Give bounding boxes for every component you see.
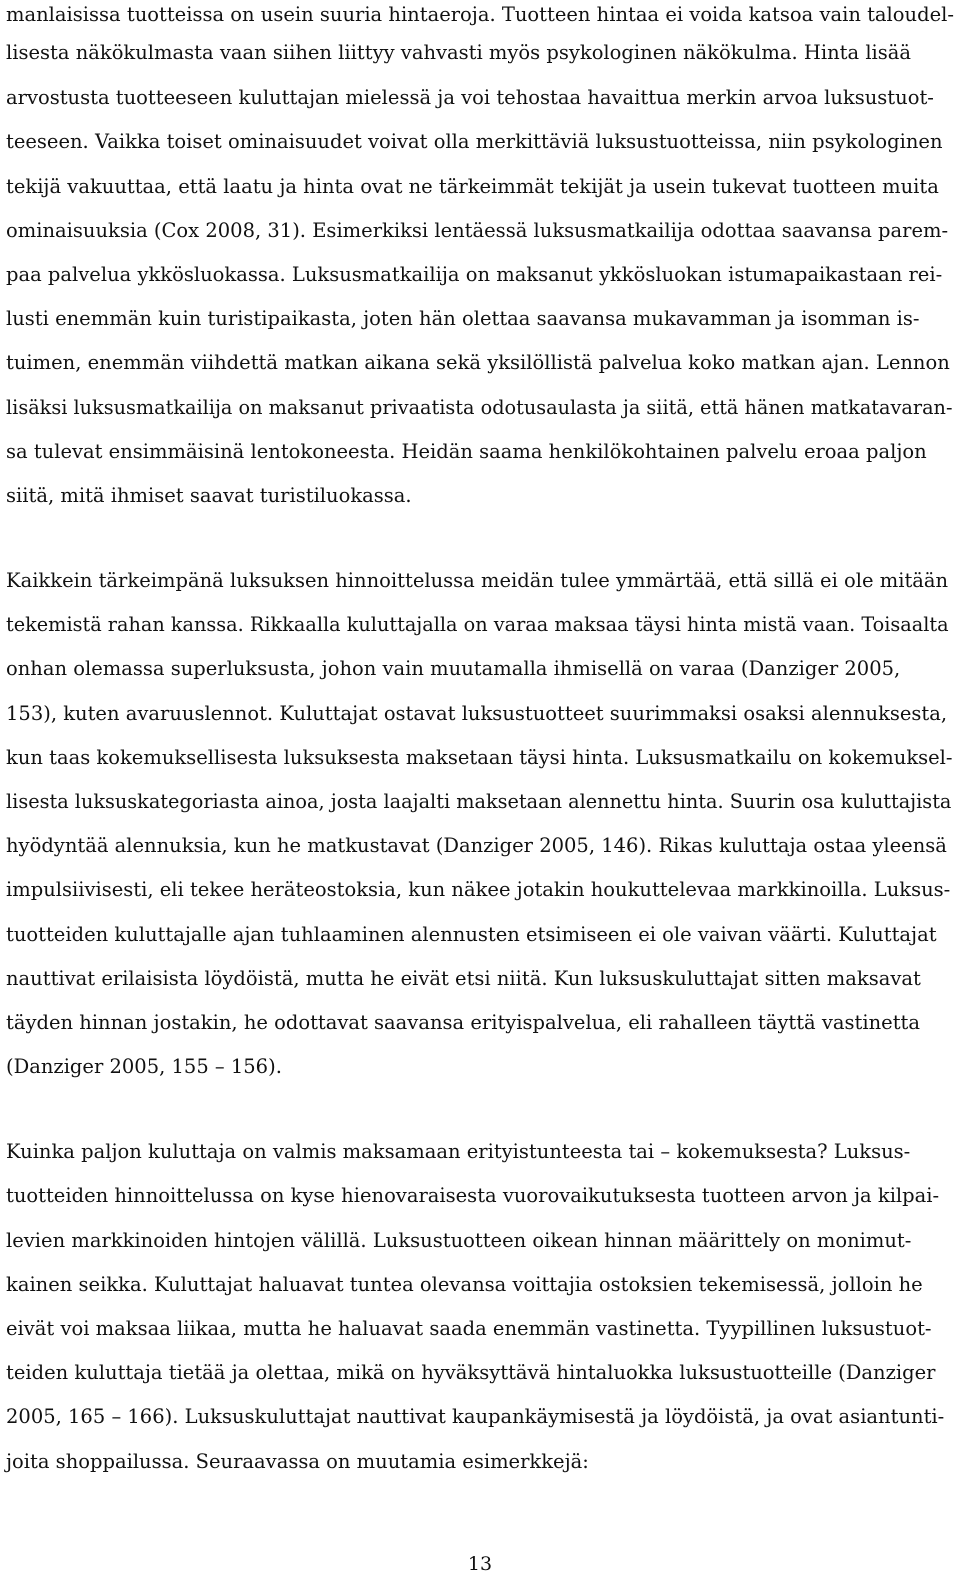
paragraph-line: 153), kuten avaruuslennot. Kuluttajat ostavat luksustuotteet suurimmaksi osaksi alennuksesta,	[6, 702, 948, 725]
paragraph-line: lusti enemmän kuin turistipaikasta, joten hän olettaa saavansa mukavamman ja isomman is-	[6, 307, 920, 330]
paragraph-line: hyödyntää alennuksia, kun he matkustavat (Danziger 2005, 146). Rikas kuluttaja ostaa yleensä	[6, 834, 947, 857]
paragraph-line: teeseen. Vaikka toiset ominaisuudet voivat olla merkittäviä luksustuotteissa, niin psykologinen	[6, 130, 943, 153]
paragraph-line: 2005, 165 – 166). Luksuskuluttajat nauttivat kaupankäymisestä ja löydöistä, ja ovat asiantunti-	[6, 1405, 945, 1428]
paragraph-line: tekijä vakuuttaa, että laatu ja hinta ovat ne tärkeimmät tekijät ja usein tukevat tuotteen muita	[6, 175, 939, 198]
paragraph-line: paa palvelua ykkösluokassa. Luksusmatkailija on maksanut ykkösluokan istumapaikastaan rei-	[6, 263, 943, 286]
paragraph-line: siitä, mitä ihmiset saavat turistiluokassa.	[6, 484, 412, 507]
paragraph-line: levien markkinoiden hintojen välillä. Luksustuotteen oikean hinnan määrittely on monimut-	[6, 1229, 912, 1252]
paragraph-line: Kuinka paljon kuluttaja on valmis maksamaan erityistunteesta tai – kokemuksesta? Luksus-	[6, 1140, 911, 1163]
paragraph-line: tuotteiden kuluttajalle ajan tuhlaaminen alennusten etsimiseen ei ole vaivan väärti. Kuluttajat	[6, 923, 937, 946]
page-number: 13	[467, 1553, 493, 1575]
paragraph-line: (Danziger 2005, 155 – 156).	[6, 1055, 282, 1078]
paragraph-line: sa tulevat ensimmäisinä lentokoneesta. Heidän saama henkilökohtainen palvelu eroaa paljon	[6, 440, 927, 463]
paragraph-line: kun taas kokemuksellisesta luksuksesta maksetaan täysi hinta. Luksusmatkailu on kokemuksel-	[6, 746, 953, 769]
paragraph-line: tuimen, enemmän viihdettä matkan aikana sekä yksilöllistä palvelua koko matkan ajan. Lennon	[6, 351, 950, 374]
paragraph-line: ominaisuuksia (Cox 2008, 31). Esimerkiksi lentäessä luksusmatkailija odottaa saavansa parem-	[6, 219, 949, 242]
paragraph-line: joita shoppailussa. Seuraavassa on muutamia esimerkkejä:	[6, 1450, 589, 1473]
paragraph-line: eivät voi maksaa liikaa, mutta he haluavat saada enemmän vastinetta. Tyypillinen luksustuot-	[6, 1317, 932, 1340]
paragraph-line: lisesta luksuskategoriasta ainoa, josta laajalti maksetaan alennettu hinta. Suurin osa kuluttajista	[6, 790, 952, 813]
paragraph-line: tekemistä rahan kanssa. Rikkaalla kuluttajalla on varaa maksaa täysi hinta mistä vaan. Toisaalta	[6, 613, 949, 636]
paragraph-line: kainen seikka. Kuluttajat haluavat tuntea olevansa voittajia ostoksien tekemisessä, jolloin he	[6, 1273, 923, 1296]
paragraph-line: onhan olemassa superluksusta, johon vain muutamalla ihmisellä on varaa (Danziger 2005,	[6, 657, 901, 680]
paragraph-line: manlaisissa tuotteissa on usein suuria hintaeroja. Tuotteen hintaa ei voida katsoa vain taloudel-	[6, 3, 954, 26]
paragraph-line: täyden hinnan jostakin, he odottavat saavansa erityispalvelua, eli rahalleen täyttä vastinetta	[6, 1011, 921, 1034]
paragraph-line: Kaikkein tärkeimpänä luksuksen hinnoittelussa meidän tulee ymmärtää, että sillä ei ole mitään	[6, 569, 949, 592]
paragraph-line: teiden kuluttaja tietää ja olettaa, mikä on hyväksyttävä hintaluokka luksustuotteille (Danziger	[6, 1361, 936, 1384]
paragraph-line: lisäksi luksusmatkailija on maksanut privaatista odotusaulasta ja siitä, että hänen matkatavaran-	[6, 396, 953, 419]
paragraph-line: tuotteiden hinnoittelussa on kyse hienovaraisesta vuorovaikutuksesta tuotteen arvon ja kilpai-	[6, 1184, 940, 1207]
paragraph-line: impulsiivisesti, eli tekee heräteostoksia, kun näkee jotakin houkuttelevaa markkinoilla. Luksus-	[6, 878, 951, 901]
paragraph-line: lisesta näkökulmasta vaan siihen liittyy vahvasti myös psykologinen näkökulma. Hinta lisää	[6, 41, 912, 64]
paragraph-line: arvostusta tuotteeseen kuluttajan mielessä ja voi tehostaa havaittua merkin arvoa luksustuot-	[6, 86, 934, 109]
paragraph-line: nauttivat erilaisista löydöistä, mutta he eivät etsi niitä. Kun luksuskuluttajat sitten maksavat	[6, 967, 921, 990]
